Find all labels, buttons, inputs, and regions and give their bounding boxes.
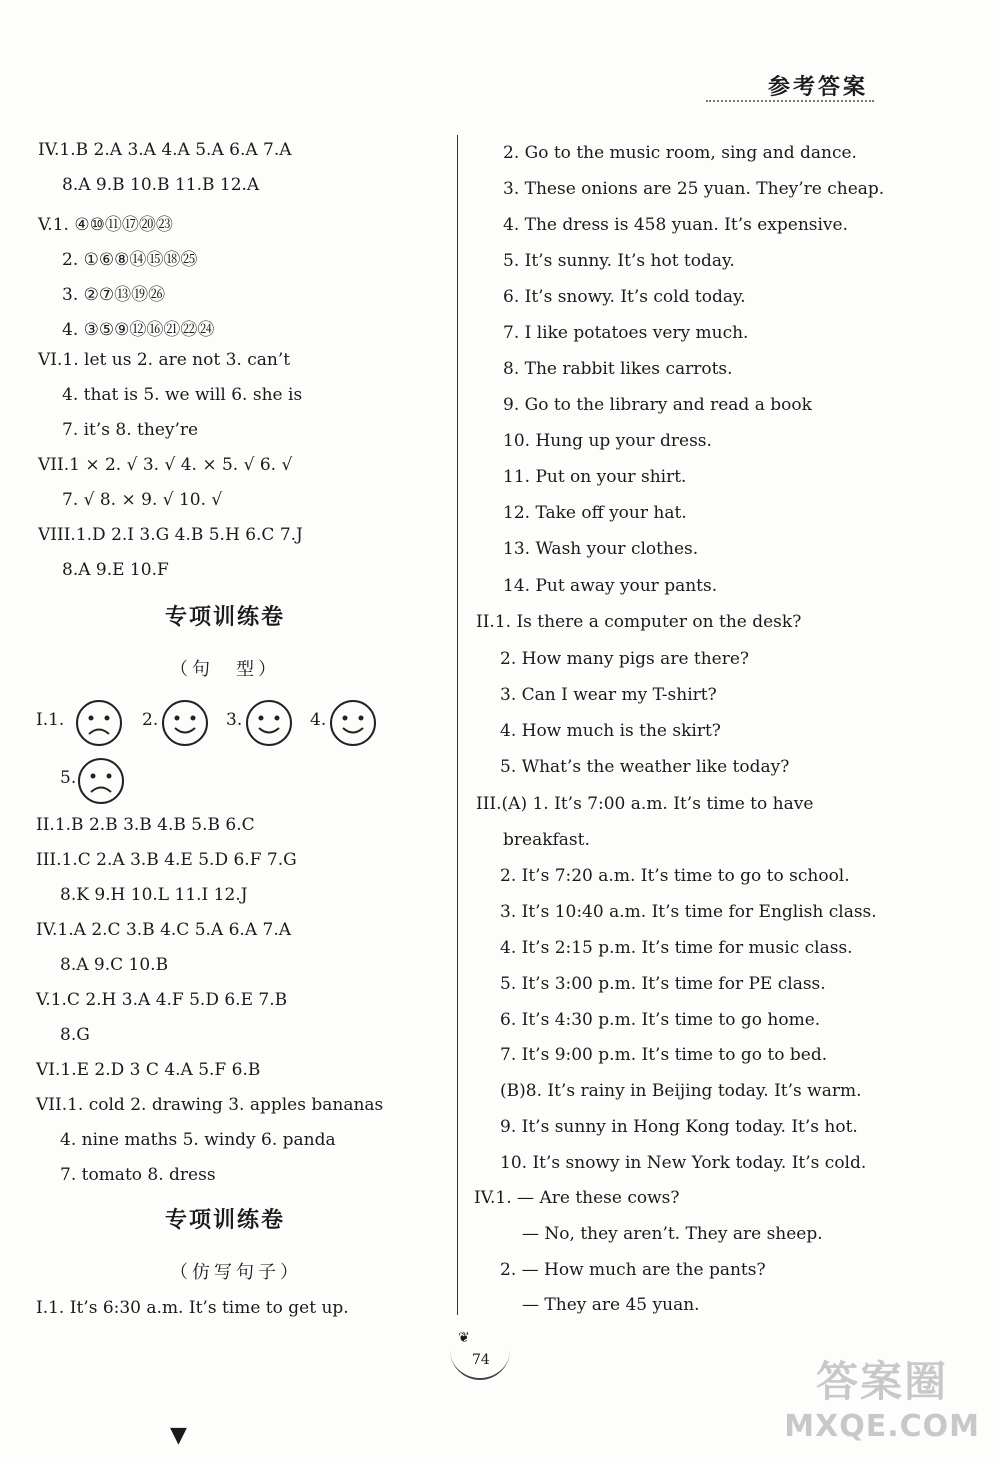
- answer-line: 7. I like potatoes very much.: [503, 323, 749, 343]
- face-number: 5.: [60, 768, 77, 788]
- answer-line: 2. It’s 7:20 a.m. It’s time to go to school.: [500, 866, 850, 886]
- answer-line: 4. How much is the skirt?: [500, 721, 721, 741]
- answer-line: 9. It’s sunny in Hong Kong today. It’s hot.: [500, 1117, 858, 1137]
- answer-line: VI.1. let us 2. are not 3. can’t: [38, 350, 291, 370]
- watermark: [784, 1349, 980, 1444]
- answer-line: 11. Put on your shirt.: [503, 467, 687, 487]
- faces-label: I.1.: [36, 710, 65, 730]
- answer-line: 4. nine maths 5. windy 6. panda: [60, 1130, 336, 1150]
- column-divider: [457, 135, 458, 1315]
- answer-line: 2. — How much are the pants?: [500, 1260, 766, 1280]
- section-title: 专项训练卷: [165, 605, 286, 630]
- answer-line: 4. that is 5. we will 6. she is: [62, 385, 303, 405]
- answer-line: 10. Hung up your dress.: [503, 431, 712, 451]
- answer-line: III.1.C 2.A 3.B 4.E 5.D 6.F 7.G: [36, 850, 297, 870]
- answer-line: VIII.1.D 2.I 3.G 4.B 5.H 6.C 7.J: [38, 525, 303, 545]
- page-number: 74: [472, 1352, 490, 1368]
- answer-line: 4. It’s 2:15 p.m. It’s time for music class.: [500, 938, 853, 958]
- scan-mark: ▼: [170, 1422, 187, 1448]
- answer-line: IV.1.A 2.C 3.B 4.C 5.A 6.A 7.A: [36, 920, 291, 940]
- answer-line: 2. How many pigs are there?: [500, 649, 750, 669]
- answer-line: 7. it’s 8. they’re: [62, 420, 199, 440]
- answer-line: V.1.C 2.H 3.A 4.F 5.D 6.E 7.B: [36, 990, 288, 1010]
- answer-line: — No, they aren’t. They are sheep.: [522, 1224, 823, 1244]
- answer-line: 5. It’s 3:00 p.m. It’s time for PE class.: [500, 974, 826, 994]
- answer-line: IV.1. — Are these cows?: [474, 1188, 680, 1208]
- answer-line: IV.1.B 2.A 3.A 4.A 5.A 6.A 7.A: [38, 140, 292, 160]
- section-subtitle: （仿写句子）: [170, 1262, 302, 1283]
- answer-line: breakfast.: [503, 830, 590, 850]
- header-dotted-rule: [706, 100, 874, 102]
- answer-line: VI.1.E 2.D 3 C 4.A 5.F 6.B: [36, 1060, 261, 1080]
- answer-line: 4. ③⑤⑨⑫⑯㉑㉒㉔: [62, 320, 215, 340]
- answer-line: V.1. ④⑩⑪⑰⑳㉓: [38, 215, 173, 235]
- leaf-icon: ❦: [458, 1330, 470, 1346]
- answer-line: VII.1 × 2. √ 3. √ 4. × 5. √ 6. √: [38, 455, 293, 475]
- section-subtitle: （句 型）: [170, 659, 280, 680]
- answer-line: — They are 45 yuan.: [522, 1295, 700, 1315]
- answer-line: 5. What’s the weather like today?: [500, 757, 790, 777]
- watermark-line2: MXQE.COM: [784, 1409, 980, 1444]
- answer-line: 3. ②⑦⑬⑲㉖: [62, 285, 166, 305]
- answer-line: 6. It’s 4:30 p.m. It’s time to go home.: [500, 1010, 821, 1030]
- watermark-line1: 答案圈: [816, 1357, 949, 1406]
- answer-line: 13. Wash your clothes.: [503, 539, 699, 559]
- answer-line: 2. ①⑥⑧⑭⑮⑱㉕: [62, 250, 198, 270]
- sad-face-icon: [76, 756, 126, 806]
- answer-line: 10. It’s snowy in New York today. It’s cold.: [500, 1153, 867, 1173]
- answer-line: VII.1. cold 2. drawing 3. apples bananas: [36, 1095, 384, 1115]
- answer-line: 5. It’s sunny. It’s hot today.: [503, 251, 735, 271]
- face-number: 3.: [226, 710, 243, 730]
- answer-line: 8.G: [60, 1025, 90, 1045]
- answer-line: 9. Go to the library and read a book: [503, 395, 812, 415]
- answer-line: 12. Take off your hat.: [503, 503, 687, 523]
- happy-face-icon: [160, 698, 210, 748]
- answer-line: 3. Can I wear my T-shirt?: [500, 685, 717, 705]
- page-header-title: 参考答案: [768, 75, 869, 100]
- answer-line: 8.A 9.E 10.F: [62, 560, 169, 580]
- answer-line: 7. tomato 8. dress: [60, 1165, 216, 1185]
- answer-line: 4. The dress is 458 yuan. It’s expensive.: [503, 215, 849, 235]
- answer-line: 3. It’s 10:40 a.m. It’s time for English class.: [500, 902, 877, 922]
- happy-face-icon: [244, 698, 294, 748]
- face-number: 4.: [310, 710, 327, 730]
- answer-line: (B)8. It’s rainy in Beijing today. It’s warm.: [500, 1081, 862, 1101]
- answer-line: II.1. Is there a computer on the desk?: [476, 612, 802, 632]
- answer-line: III.(A) 1. It’s 7:00 a.m. It’s time to have: [476, 794, 814, 814]
- sad-face-icon: [74, 698, 124, 748]
- answer-line: I.1. It’s 6:30 a.m. It’s time to get up.: [36, 1298, 349, 1318]
- happy-face-icon: [328, 698, 378, 748]
- answer-line: 7. It’s 9:00 p.m. It’s time to go to bed.: [500, 1045, 828, 1065]
- answer-line: II.1.B 2.B 3.B 4.B 5.B 6.C: [36, 815, 255, 835]
- answer-line: 6. It’s snowy. It’s cold today.: [503, 287, 746, 307]
- answer-line: 3. These onions are 25 yuan. They’re cheap.: [503, 179, 885, 199]
- face-number: 2.: [142, 710, 159, 730]
- answer-line: 7. √ 8. × 9. √ 10. √: [62, 490, 223, 510]
- section-title: 专项训练卷: [165, 1208, 286, 1233]
- answer-line: 2. Go to the music room, sing and dance.: [503, 143, 857, 163]
- answer-line: 8.K 9.H 10.L 11.I 12.J: [60, 885, 248, 905]
- answer-line: 8.A 9.C 10.B: [60, 955, 169, 975]
- answer-line: 14. Put away your pants.: [503, 576, 718, 596]
- answer-line: 8.A 9.B 10.B 11.B 12.A: [62, 175, 260, 195]
- answer-line: 8. The rabbit likes carrots.: [503, 359, 733, 379]
